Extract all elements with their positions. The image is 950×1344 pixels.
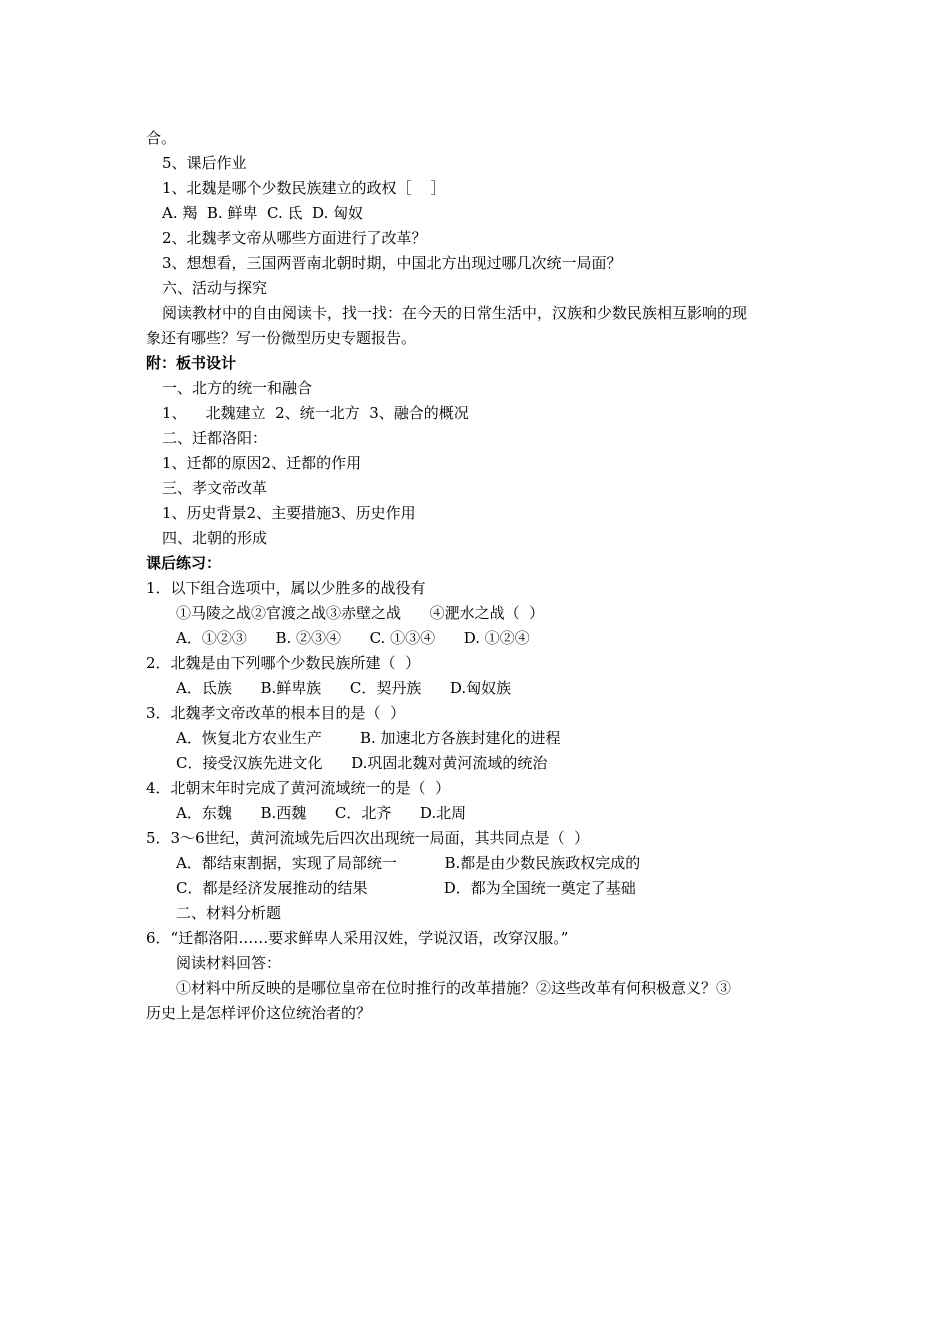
outline-item: 1、迁都的原因2、迁都的作用 (162, 454, 362, 472)
options-line: ①马陵之战②官渡之战③赤壁之战 ④淝水之战（ ） (176, 604, 545, 622)
outline-item: 1、历史背景2、主要措施3、历史作用 (162, 504, 416, 522)
paragraph-line: 象还有哪些？写一份微型历史专题报告。 (146, 329, 417, 347)
question-line: 1、北魏是哪个少数民族建立的政权［ ］ (162, 179, 446, 197)
outline-item: 1、 北魏建立 2、统一北方 3、融合的概况 (162, 404, 469, 422)
bold-heading: 附：板书设计 (146, 354, 237, 372)
section-heading: 六、活动与探究 (162, 279, 268, 297)
question-line: 3、想想看，三国两晋南北朝时期，中国北方出现过哪几次统一局面？ (162, 254, 622, 272)
options-line: A．氐族 B.鲜卑族 C．契丹族 D.匈奴族 (176, 679, 512, 697)
question-line: 2．北魏是由下列哪个少数民族所建（ ） (146, 654, 421, 672)
options-line: A．①②③ B. ②③④ C. ①③④ D. ①②④ (176, 629, 530, 647)
question-line: 6．“迁都洛阳……要求鲜卑人采用汉姓，学说汉语，改穿汉服。” (146, 929, 569, 947)
section-heading: 二、材料分析题 (176, 904, 282, 922)
options-line: A．恢复北方农业生产 B. 加速北方各族封建化的进程 (176, 729, 561, 747)
question-line: 4．北朝末年时完成了黄河流域统一的是（ ） (146, 779, 451, 797)
outline-heading: 一、北方的统一和融合 (162, 379, 313, 397)
question-line: 5．3～6世纪，黄河流域先后四次出现统一局面，其共同点是（ ） (146, 829, 590, 847)
text-line: 合。 (146, 129, 177, 147)
bold-heading: 课后练习： (146, 554, 222, 572)
question-line: 2、北魏孝文帝从哪些方面进行了改革？ (162, 229, 427, 247)
outline-heading: 四、北朝的形成 (162, 529, 268, 547)
outline-heading: 二、迁都洛阳： (162, 429, 268, 447)
paragraph-line: 历史上是怎样评价这位统治者的？ (146, 1004, 372, 1022)
section-heading: 5、课后作业 (162, 154, 247, 172)
question-line: 1．以下组合选项中，属以少胜多的战役有 (146, 579, 426, 597)
paragraph-line: 阅读教材中的自由阅读卡，找一找：在今天的日常生活中，汉族和少数民族相互影响的现 (162, 304, 748, 322)
options-line: A．都结束割据，实现了局部统一 B.都是由少数民族政权完成的 (176, 854, 641, 872)
options-line: C．都是经济发展推动的结果 D．都为全国统一奠定了基础 (176, 879, 636, 897)
outline-heading: 三、孝文帝改革 (162, 479, 268, 497)
options-line: A．东魏 B.西魏 C．北齐 D.北周 (176, 804, 467, 822)
options-line: C．接受汉族先进文化 D.巩固北魏对黄河流域的统治 (176, 754, 548, 772)
options-line: A. 羯 B. 鲜卑 C. 氐 D. 匈奴 (162, 204, 364, 222)
paragraph-line: ①材料中所反映的是哪位皇帝在位时推行的改革措施？②这些改革有何积极意义？③ (176, 979, 732, 997)
question-line: 3．北魏孝文帝改革的根本目的是（ ） (146, 704, 406, 722)
text-line: 阅读材料回答： (176, 954, 282, 972)
